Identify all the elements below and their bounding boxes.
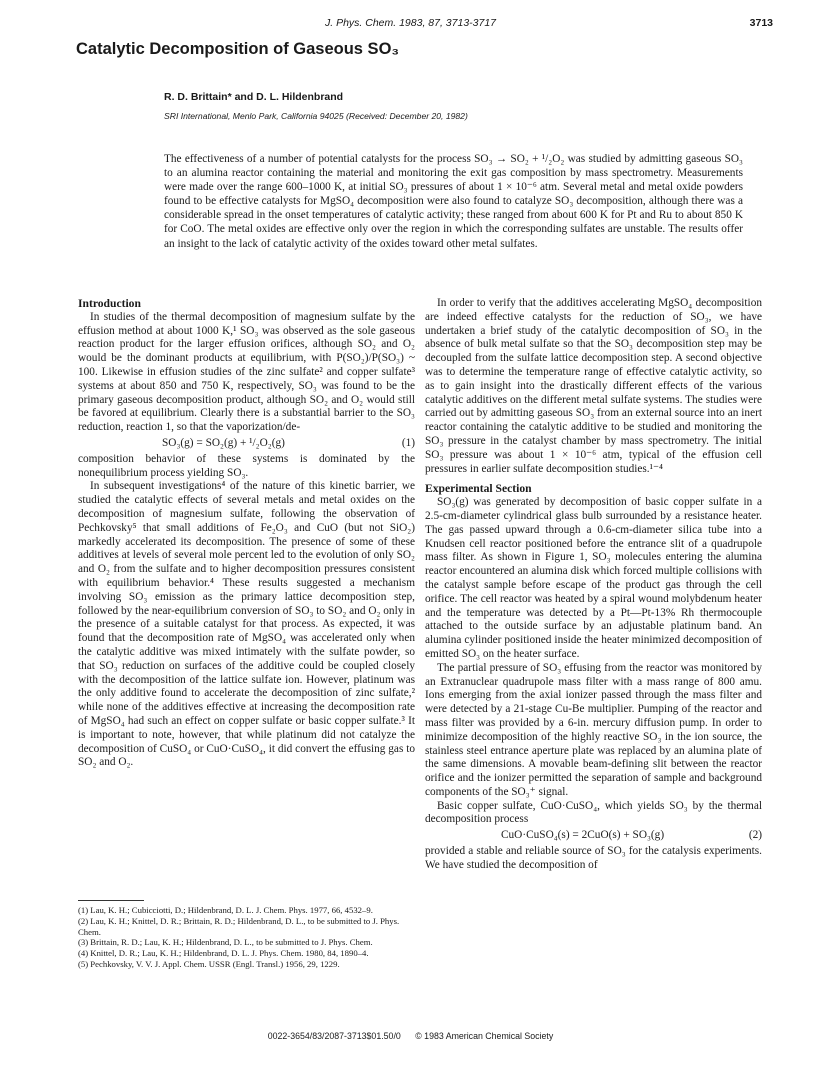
- right-column: [425, 297, 762, 873]
- equation-1-number: (1): [401, 436, 415, 449]
- abstract: The effectiveness of a number of potential catalysts for the process SO₃ → SO₂ + ¹/₂O₂ was studied by admitting gaseous SO₃ to an alumina reactor containing the material and monitoring the exit gas composition by mass spectrometry. Measurements were made over the range 600–1000 K, at initial SO₃ pressures of about 1 × 10⁻⁶ atm. Several metal and metal oxide powders found to be effective catalysts for MgSO₄ decomposition were also found to catalyze SO₃ decomposition, although there was a considerable spread in the onset temperatures of catalytic activity; these ranged from about 600 K for Pt and Ru to about 850 K for CoO. The metal oxides are effective only over the region in which the corresponding sulfates are unstable. The results offer an insight to the lack of catalytic activity of the oxides toward other metal sulfates.: [164, 153, 743, 250]
- footnote: (4) Knittel, D. R.; Lau, K. H.; Hildenbrand, D. L. J. Phys. Chem. 1980, 84, 1890–4.: [78, 948, 369, 959]
- footnote-divider: [78, 900, 144, 901]
- running-header: J. Phys. Chem. 1983, 87, 3713-3717: [324, 17, 497, 29]
- equation-2-number: (2): [748, 829, 762, 842]
- intro-paragraph-1-continued: composition behavior of these systems is dominated by the nonequilibrium process yielding SO₃.: [78, 452, 415, 479]
- section-heading-experimental: Experimental Section: [425, 482, 532, 496]
- article-title: Catalytic Decomposition of Gaseous SO₃: [76, 40, 400, 58]
- footer-code: 0022-3654/83/2087-3713$01.50/0: [267, 1031, 401, 1041]
- left-column: [78, 297, 415, 770]
- equation-1-text: SO₃(g) = SO₂(g) + ¹/₂O₂(g): [162, 436, 285, 449]
- intro-paragraph-2: In subsequent investigations⁴ of the nature of this kinetic barrier, we studied the catalytic effects of several metals and metal oxides on the decomposition of magnesium sulfate, following the observation of Pechkovsky⁵ that small additions of Fe₂O₃ and CuO (but not SiO₂) markedly accelerated its decomposition. The presence of some of these additives at levels of several mole percent led to the evolution of only SO₂ and O₂ from the sulfate and to higher decomposition pressures consistent with equilibrium behavior.⁴ These results suggested a mechanism involving SO₃ emission as the primary lattice decomposition step, followed by the near-equilibrium conversion of SO₃ to SO₂ and O₂ only in the presence of a suitable catalyst for that process. As expected, it was found that the decomposition rate of MgSO₄ was accelerated only when the catalytic additive was mixed intimately with the sulfate powder, so that SO₃ reduction on surfaces of the additive could be coupled closely with the decomposition of the lattice sulfate ion. However, platinum was the only additive found to accelerate the decomposition of zinc sulfate,² while none of the additives effective at increasing the decomposition rate of MgSO₄ had such an effect on copper sulfate or basic copper sulfate.³ It is important to note, however, that while platinum did not catalyze the decomposition of CuSO₄ or CuO·CuSO₄, it did convert the effusing gas to SO₂ and O₂.: [78, 480, 415, 769]
- equation-2-text: CuO·CuSO₄(s) = 2CuO(s) + SO₃(g): [501, 829, 665, 842]
- experimental-paragraph-3-continued: provided a stable and reliable source of SO₃ for the catalysis experiments. We have studied the decomposition of: [425, 845, 762, 871]
- experimental-paragraph-3: Basic copper sulfate, CuO·CuSO₄, which yields SO₃ by the thermal decomposition process: [425, 799, 762, 826]
- experimental-paragraph-1: SO₃(g) was generated by decomposition of basic copper sulfate in a 2.5-cm-diameter cylindrical glass bulb surrounded by a resistance heater. The gas passed upward through a 0.6-cm-diameter silica tube into a Knudsen cell reactor positioned before the entrance slit of a quadrupole mass filter. As shown in Figure 1, SO₃ molecules entering the alumina reactor encountered an alumina disk which forced multiple collisions with the catalyst sample before escape of the product gas through the cell orifice. The cell reactor was heated by a spiral wound molybdenum heater and the temperature was detected by a Pt—Pt-13% Rh thermocouple attached to the outside surface by an adjustable platinum band. An alumina cylinder positioned inside the heater minimized decomposition of emitted SO₃ on the heater surface.: [425, 496, 762, 660]
- page-number: 3713: [749, 17, 773, 29]
- footnote: (3) Brittain, R. D.; Lau, K. H.; Hildenbrand, D. L., to be submitted to J. Phys. Chem.: [78, 937, 373, 948]
- affiliation: SRI International, Menlo Park, California 94025 (Received: December 20, 1982): [164, 111, 468, 121]
- footer-copyright: © 1983 American Chemical Society: [415, 1031, 554, 1041]
- intro-paragraph-3: In order to verify that the additives accelerating MgSO₄ decomposition are indeed effective catalysts for the reduction of SO₃, we have undertaken a brief study of the catalytic decomposition of SO₃ in the absence of bulk metal sulfate so that the SO₃ decomposition step may be decoupled from the sulfate lattice decomposition step. A second objective was to determine the temperature range of effective catalytic activity, so as to gain insight into the drastically different effects of the various catalytic additives on the different metal sulfate systems. The studies were carried out by admitting gaseous SO₃ from an external source into an inert reactor containing the catalytic additive to be studied and monitoring the SO₃ pressure in the catalyst chamber by mass spectrometry. The initial SO₃ pressure was about 1 × 10⁻⁶ atm, typical of the effusion cell pressures in earlier sulfate decomposition studies.¹⁻⁴: [425, 297, 762, 475]
- footnotes: [78, 905, 415, 970]
- experimental-paragraph-2: The partial pressure of SO₃ effusing from the reactor was monitored by an Extranuclear quadrupole mass filter with a mass range of 800 amu. Ions emerging from the axial ionizer passed through the mass filter and were detected by a 21-stage Cu-Be multiplier. Pumping of the reactor and mass filter was provided by a 6-in. mercury diffusion pump. In order to minimize decomposition of the highly reactive SO₃ in the ion source, the stainless steel entrance aperture plate was replaced by an alumina plate of the same dimensions. A movable beam-defining slit between the reactor orifice and the ionizer permitted the separation of sample and background components of the SO₃⁺ signal.: [425, 661, 762, 798]
- equation-2: [425, 827, 762, 845]
- intro-paragraph-1: In studies of the thermal decomposition of magnesium sulfate by the effusion method at about 1000 K,¹ SO₃ was observed as the sole gaseous reaction product for the larger effusion orifices, although SO₂ and O₂ would be the dominant products at equilibrium, with P(SO₂)/P(SO₃) ~ 100. Likewise in effusion studies of the zinc sulfate² and copper sulfate³ systems at about 850 and 750 K, respectively, SO₃ was found to be the primary gaseous decomposition product, although SO₂ and O₂ would still be favored at equilibrium. Clearly there is a substantial barrier to the SO₃ reduction, reaction 1, so that the vaporization/de-: [78, 310, 415, 434]
- equation-1: [78, 435, 415, 453]
- footnote: (5) Pechkovsky, V. V. J. Appl. Chem. USSR (Engl. Transl.) 1956, 29, 1229.: [78, 958, 340, 969]
- authors: R. D. Brittain* and D. L. Hildenbrand: [164, 91, 344, 103]
- footnote: (1) Lau, K. H.; Cubicciotti, D.; Hildenbrand, D. L. J. Chem. Phys. 1977, 66, 4532–9.: [78, 905, 373, 915]
- page-footer: [0, 1031, 821, 1041]
- footnote: (2) Lau, K. H.; Knittel, D. R.; Brittain, R. D.; Hildenbrand, D. L., to be submitted to J. Phys. Chem.: [78, 915, 400, 937]
- section-heading-introduction: Introduction: [78, 297, 141, 310]
